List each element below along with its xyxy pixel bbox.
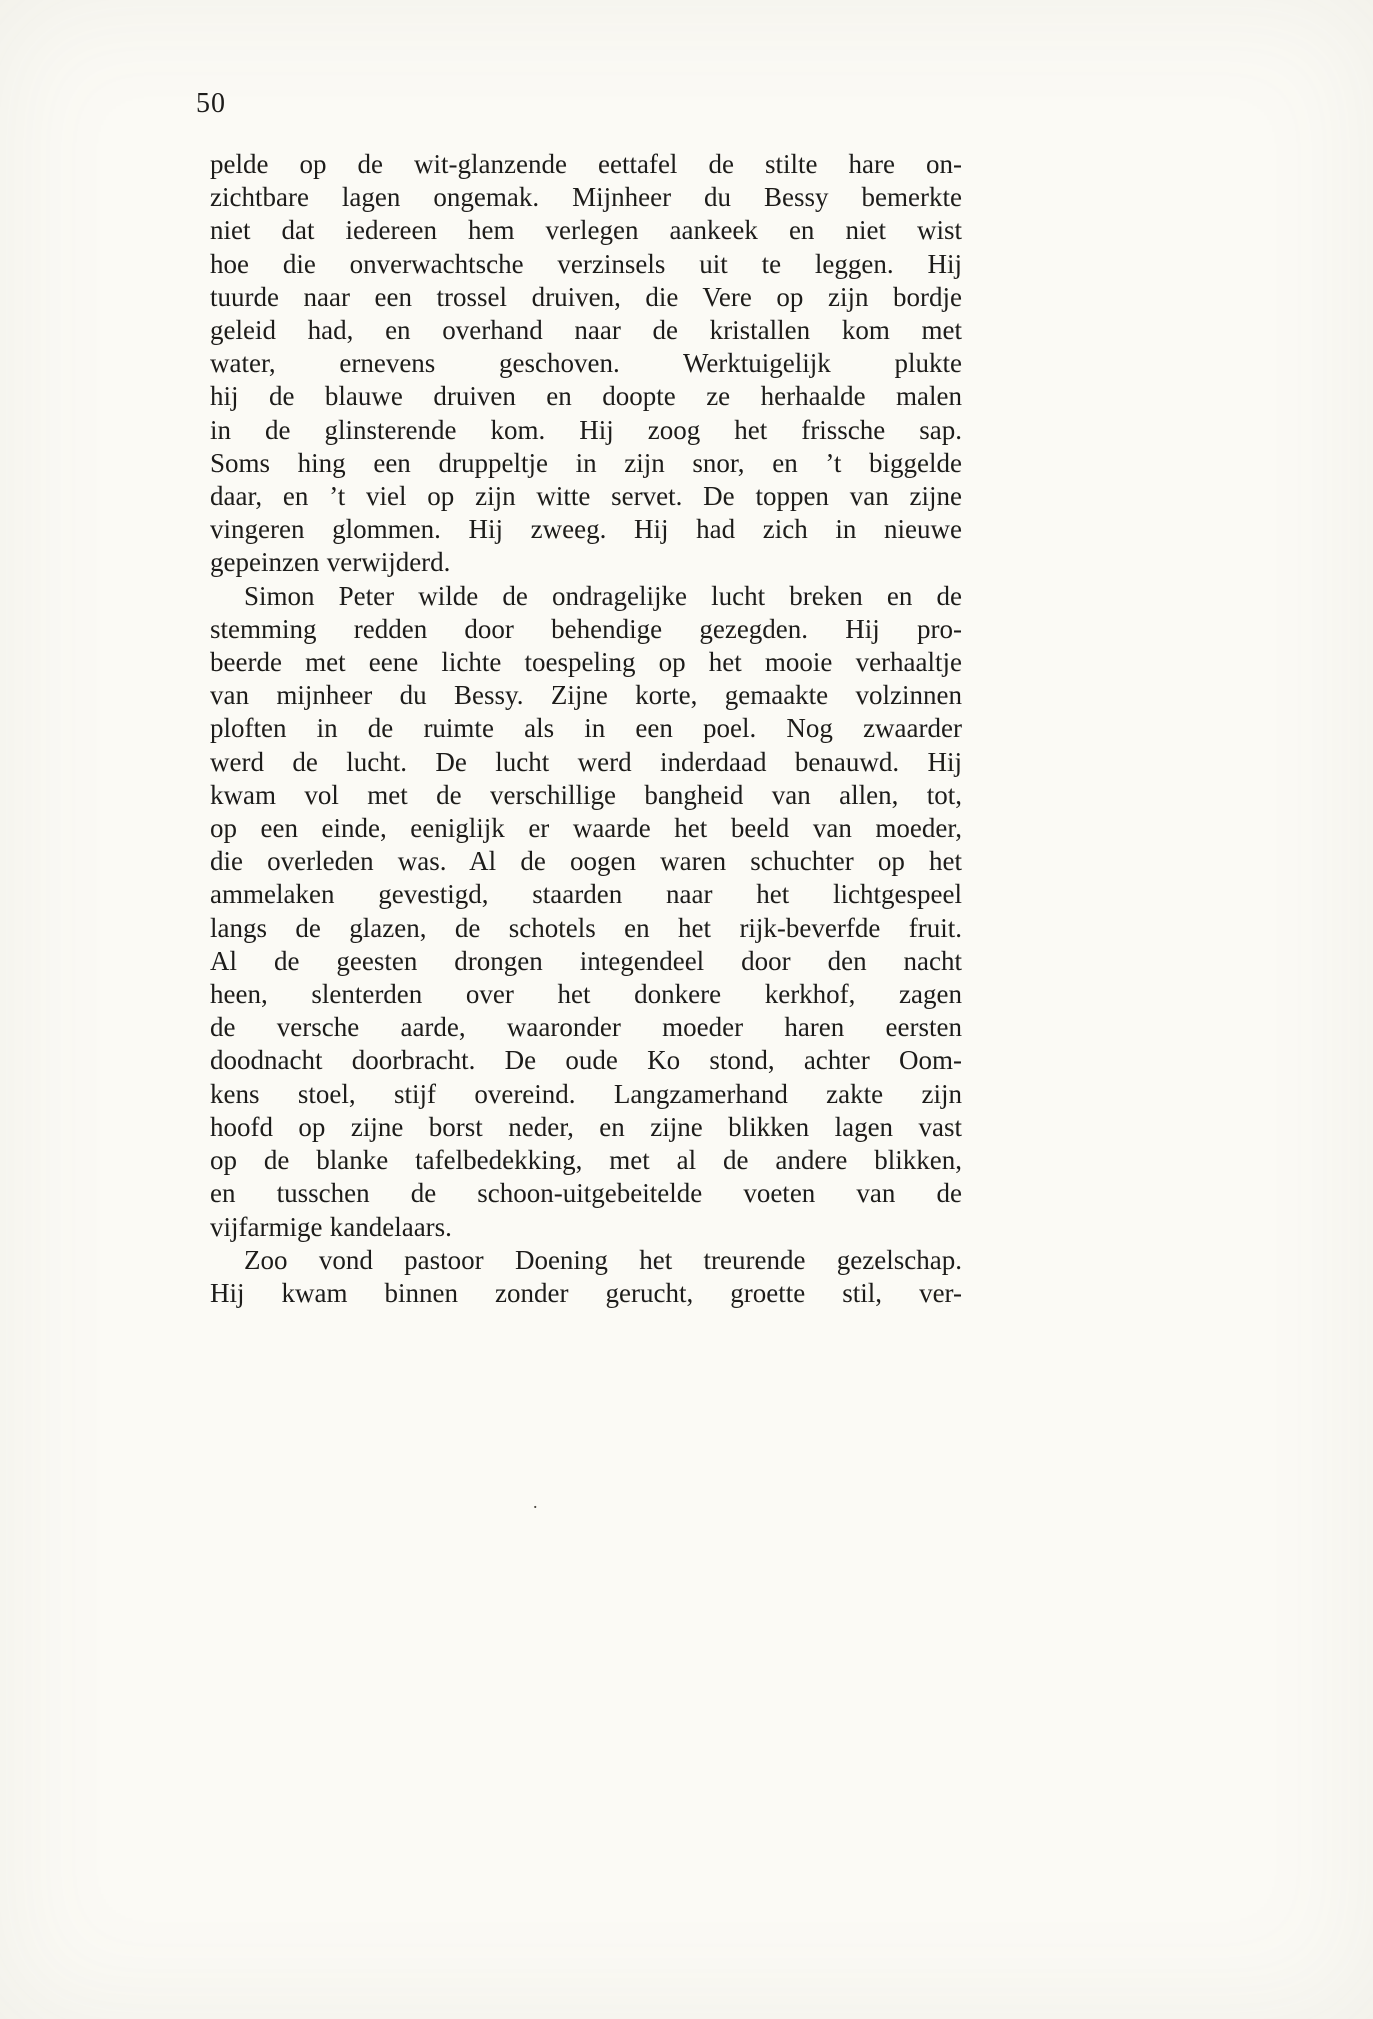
text-line: vingeren glommen. Hij zweeg. Hij had zich in nieuwe — [210, 514, 962, 545]
text-line: van mijnheer du Bessy. Zijne korte, gemaakte volzinnen — [210, 680, 962, 711]
text-line: Simon Peter wilde de ondragelijke lucht breken en de — [244, 580, 962, 611]
text-line: Al de geesten drongen integendeel door den nacht — [210, 945, 962, 976]
text-line: tuurde naar een trossel druiven, die Vere op zijn bordje — [210, 281, 962, 312]
text-line: beerde met eene lichte toespeling op het mooie verhaaltje — [210, 647, 962, 678]
text-line: hoofd op zijne borst neder, en zijne blikken lagen vast — [210, 1111, 962, 1142]
page-number: 50 — [196, 88, 226, 119]
text-line: kens stoel, stijf overeind. Langzamerhand zakte zijn — [210, 1078, 962, 1109]
text-line: kwam vol met de verschillige bangheid van allen, tot, — [210, 779, 962, 810]
text-line: Zoo vond pastoor Doening het treurende gezelschap. — [244, 1244, 962, 1275]
text-line: ammelaken gevestigd, staarden naar het lichtgespeel — [210, 879, 962, 910]
text-line: heen, slenterden over het donkere kerkhof, zagen — [210, 979, 962, 1010]
page-text-block — [210, 148, 962, 1310]
text-line: pelde op de wit-glanzende eettafel de stilte hare on- — [210, 149, 962, 179]
text-line: in de glinsterende kom. Hij zoog het frissche sap. — [210, 414, 962, 445]
text-line: en tusschen de schoon-uitgebeitelde voeten van de — [210, 1178, 962, 1209]
text-line: zichtbare lagen ongemak. Mijnheer du Bessy bemerkte — [210, 182, 962, 213]
text-line: langs de glazen, de schotels en het rijk-beverfde fruit. — [210, 912, 962, 943]
text-line: daar, en ’t viel op zijn witte servet. De toppen van zijne — [210, 481, 962, 512]
text-line: op een einde, eeniglijk er waarde het beeld van moeder, — [210, 813, 962, 844]
text-line: doodnacht doorbracht. De oude Ko stond, achter Oom- — [210, 1045, 962, 1076]
text-line: hij de blauwe druiven en doopte ze herhaalde malen — [210, 381, 962, 412]
text-line: ploften in de ruimte als in een poel. Nog zwaarder — [210, 713, 962, 744]
paragraph — [210, 580, 962, 1244]
text-line: op de blanke tafelbedekking, met al de andere blikken, — [210, 1145, 962, 1176]
paragraph — [210, 148, 962, 580]
text-line: hoe die onverwachtsche verzinsels uit te leggen. Hij — [210, 248, 962, 279]
text-line: Hij kwam binnen zonder gerucht, groette stil, ver- — [210, 1277, 962, 1308]
paragraph — [210, 1244, 962, 1310]
text-line: werd de lucht. De lucht werd inderdaad benauwd. Hij — [210, 746, 962, 777]
text-line: gepeinzen verwijderd. — [210, 547, 451, 578]
scan-artifact-dot: . — [533, 1492, 538, 1512]
text-line: vijfarmige kandelaars. — [210, 1211, 452, 1242]
text-line: niet dat iedereen hem verlegen aankeek en niet wist — [210, 215, 962, 246]
text-line: Soms hing een druppeltje in zijn snor, en ’t biggelde — [210, 447, 962, 478]
text-line: geleid had, en overhand naar de kristallen kom met — [210, 315, 962, 346]
text-line: stemming redden door behendige gezegden. Hij pro- — [210, 613, 962, 644]
text-line: die overleden was. Al de oogen waren schuchter op het — [210, 846, 962, 877]
text-line: water, ernevens geschoven. Werktuigelijk plukte — [210, 348, 962, 379]
text-line: de versche aarde, waaronder moeder haren eersten — [210, 1012, 962, 1043]
